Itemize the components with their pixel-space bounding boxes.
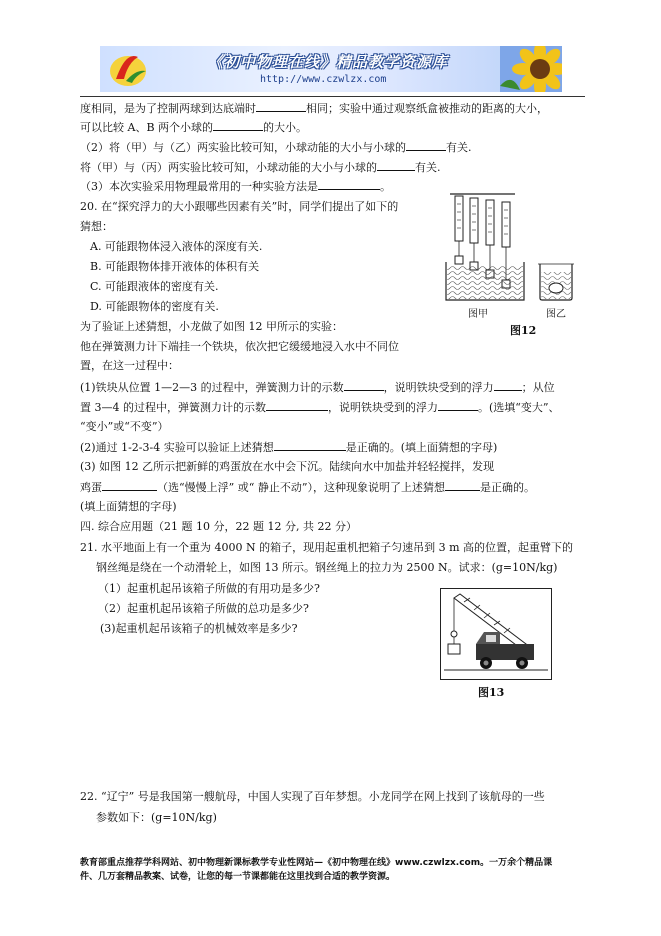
- q20-sub-1: (1)铁块从位置 1—2—3 的过程中，弹簧测力计的示数 ，说明铁块受到的浮力 ；从位: [80, 381, 555, 394]
- answer-blank[interactable]: [213, 120, 263, 131]
- q20-sub-1-line-2: 置 3—4 的过程中，弹簧测力计的示数 ，说明铁块受到的浮力 。(选填“变大”、: [80, 401, 560, 414]
- crane-truck-diagram: [440, 588, 552, 680]
- answer-blank[interactable]: [344, 380, 384, 391]
- footer-line-2: 件、几万套精品教案、试卷，让您的每一节课都能在这里找到合适的教学资源。: [80, 872, 396, 882]
- q21-sub-1: （1）起重机起吊该箱子所做的有用功是多少?: [98, 582, 320, 595]
- answer-blank[interactable]: [438, 400, 478, 411]
- q20-sub-1-line-3: “变小”或“不变”）: [80, 420, 169, 433]
- page-footer: [80, 856, 590, 884]
- answer-blank[interactable]: [266, 400, 328, 411]
- figure-12-label-b: 图乙: [546, 309, 566, 320]
- q20-sub-3-line-3: (填上面猜想的字母): [80, 500, 177, 513]
- figure-12-label-a: 图甲: [468, 309, 488, 320]
- q20-intro-2: 猜想：: [80, 220, 113, 233]
- site-logo-icon: [106, 49, 150, 89]
- q20-intro: 20. 在“探究浮力的大小跟哪些因素有关”时，同学们提出了如下的: [80, 200, 399, 213]
- answer-blank[interactable]: [494, 380, 522, 391]
- q21-line-1: 21. 水平地面上有一个重为 4000 N 的箱子，现用起重机把箱子匀速吊到 3 m 高的位置，起重臂下的: [80, 541, 574, 554]
- header-divider: [80, 96, 585, 97]
- q19-part-2: （2）将（甲）与（乙）两实验比较可知，小球动能的大小与小球的 有关.: [80, 141, 472, 154]
- q19-part-3: （3）本次实验采用物理最常用的一种实验方法是 。: [80, 180, 391, 193]
- q20-sub-2: (2)通过 1-2-3-4 实验可以验证上述猜想 是正确的。(填上面猜想的字母): [80, 441, 498, 454]
- q22-line-2: 参数如下：(g=10N/kg): [96, 811, 217, 824]
- answer-blank[interactable]: [256, 101, 306, 112]
- q20-option-b: B. 可能跟物体排开液体的体积有关: [90, 260, 260, 273]
- figure-13-caption: 图13: [478, 686, 505, 699]
- site-title: 《初中物理在线》精品教学资源库: [208, 53, 449, 71]
- q19-line-2: 可以比较 A、B 两个小球的 的大小。: [80, 121, 308, 134]
- q20-sub-3-line-2: 鸡蛋 （选“慢慢上浮” 或“ 静止不动”），这种现象说明了上述猜想 是正确的。: [80, 481, 535, 494]
- q20-desc-2: 置，在这一过程中：: [80, 359, 179, 372]
- answer-blank[interactable]: [377, 160, 415, 171]
- site-url[interactable]: http://www.czwlzx.com: [260, 74, 387, 85]
- answer-blank[interactable]: [102, 480, 157, 491]
- figure-12-caption: 图12: [510, 324, 537, 337]
- header-banner: [100, 46, 562, 92]
- footer-line-1: 教育部重点推荐学科网站、初中物理新课标教学专业性网站—《初中物理在线》www.czwlzx.com。一万余个精品课: [80, 858, 553, 868]
- section-4-heading: 四. 综合应用题（21 题 10 分，22 题 12 分, 共 22 分）: [80, 520, 357, 533]
- q21-line-2: 钢丝绳是绕在一个动滑轮上，如图 13 所示。钢丝绳上的拉力为 2500 N。试求：(g=10N/kg): [96, 561, 558, 574]
- answer-blank[interactable]: [445, 480, 480, 491]
- q22-line-1: 22. “辽宁” 号是我国第一艘航母，中国人实现了百年梦想。小龙同学在网上找到了该航母的一些: [80, 790, 545, 803]
- answer-blank[interactable]: [406, 140, 446, 151]
- sunflower-icon: [500, 46, 562, 92]
- q20-option-c: C. 可能跟液体的密度有关.: [90, 280, 219, 293]
- q21-sub-2: （2）起重机起吊该箱子所做的总功是多少?: [98, 602, 309, 615]
- q20-option-a: A. 可能跟物体浸入液体的深度有关.: [90, 240, 263, 253]
- q20-option-d: D. 可能跟物体的密度有关.: [90, 300, 219, 313]
- answer-blank[interactable]: [318, 179, 380, 190]
- answer-blank[interactable]: [274, 440, 346, 451]
- q21-sub-3: (3)起重机起吊该箱子的机械效率是多少?: [100, 622, 298, 635]
- figure-12: [440, 190, 580, 325]
- q20-verify: 为了验证上述猜想，小龙做了如图 12 甲所示的实验：: [80, 320, 343, 333]
- q20-desc-1: 他在弹簧测力计下端挂一个铁块，依次把它缓缓地浸入水中不同位: [80, 340, 399, 353]
- q20-sub-3: (3) 如图 12 乙所示把新鲜的鸡蛋放在水中会下沉。陆续向水中加盐并轻轻搅拌，发现: [80, 460, 495, 473]
- q19-part-2-cont: 将（甲）与（丙）两实验比较可知，小球动能的大小与小球的 有关.: [80, 161, 441, 174]
- q19-line-1: 度相同，是为了控制两球到达底端时 相同；实验中通过观察纸盒被推动的距离的大小，: [80, 102, 548, 115]
- buoyancy-experiment-diagram: [440, 190, 580, 310]
